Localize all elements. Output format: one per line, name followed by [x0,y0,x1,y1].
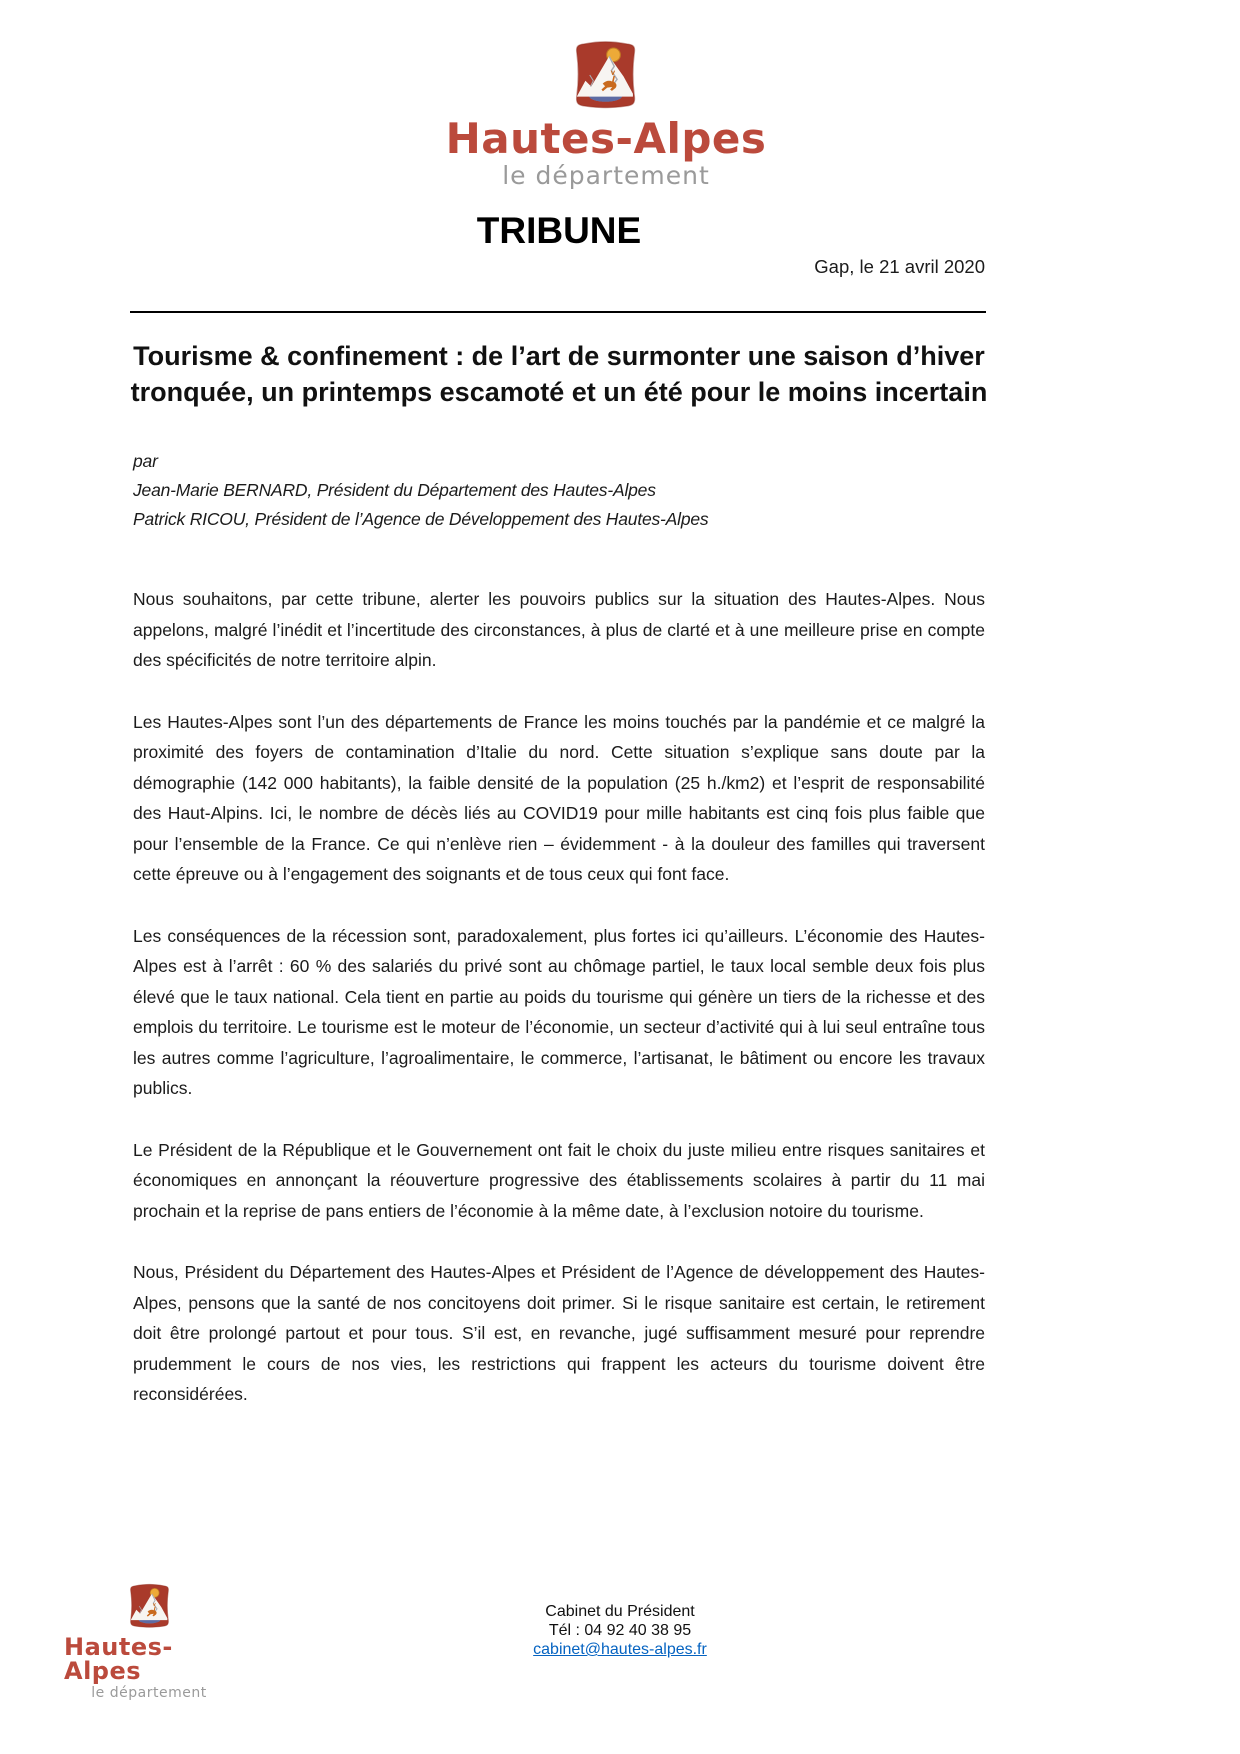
dateline: Gap, le 21 avril 2020 [814,256,985,277]
body-paragraph: Le Président de la République et le Gouvernement ont fait le choix du juste milieu entre risques sanitaires et économiques en annonçant la réouverture progressive des établissements scolaires à partir du 11 mai prochain et la reprise de pans entiers de l’économie à la même date, à l’exclusion notoire du tourisme. [133,1139,985,1221]
hautes-alpes-logo-icon [570,38,642,112]
body-paragraph: Nous souhaitons, par cette tribune, alerter les pouvoirs publics sur la situation des Hautes-Alpes. Nous appelons, malgré l’inédit et l’incertitude des circonstances, à plus de clarté et à une meilleure prise en compte des spécificités de notre territoire alpin. [133,589,985,670]
author-line: Patrick RICOU, Président de l’Agence de Développement des Hautes-Alpes [133,509,709,529]
brand-wordmark: Hautes-Alpes [445,114,767,163]
author-line: Jean-Marie BERNARD, Président du Département des Hautes-Alpes [133,480,656,500]
brand-tagline: le département [91,1685,207,1701]
byline [133,447,985,534]
body-paragraph: Les conséquences de la récession sont, paradoxalement, plus fortes ici qu’ailleurs. L’économie des Hautes-Alpes est à l’arrêt : 60 % des salariés du privé sont au chômage partiel, le taux local semble deux fois plus élevé que le taux national. Cela tient en partie au poids du tourisme qui génère un tiers de la richesse et des emplois du territoire. Le tourisme est le moteur de l’économie, un secteur d’activité qui à lui seul entraîne tous les autres comme l’agriculture, l’agroalimentaire, le commerce, l’artisanat, le bâtiment ou encore les travaux publics. [133,925,985,1098]
body-text [133,584,985,1441]
document-title-line-2: tronquée, un printemps escamoté et un été pour le moins incertain [130,377,988,407]
footer-office: Cabinet du Président [545,1603,695,1620]
doc-type-heading: TRIBUNE [476,210,642,251]
brand-wordmark: Hautes-Alpes [64,1633,173,1685]
footer-email-link[interactable]: cabinet@hautes-alpes.fr [533,1641,707,1658]
footer-contact [0,1602,1240,1659]
body-paragraph: Les Hautes-Alpes sont l’un des départements de France les moins touchés par la pandémie et ce malgré la proximité des foyers de contamination d’Italie du nord. Cette situation s’explique sans doute par la démographie (142 000 habitants), la faible densité de la population (25 h./km2) et l’esprit de responsabilité des Haut-Alpins. Ici, le nombre de décès liés au COVID19 pour mille habitants est cinq fois plus faible que pour l’ensemble de la France. Ce qui n’enlève rien – évidemment - à la douleur des familles qui traversent cette épreuve ou à l’engagement des soignants et de tous ceux qui font face. [133,711,985,884]
header-logo [446,38,767,188]
body-paragraph: Nous, Président du Département des Hautes-Alpes et Président de l’Agence de développement des Hautes-Alpes, pensons que la santé de nos concitoyens doit primer. Si le risque sanitaire est certain, le retirement doit être prolongé partout et pour tous. S’il est, en revanche, jugé suffisamment mesuré pour reprendre prudemment le cours de nos vies, les restrictions qui frappent les acteurs du tourisme doivent être reconsidérées. [133,1262,985,1404]
document-title [120,338,998,410]
document-title-line-1: Tourisme & confinement : de l’art de surmonter une saison d’hiver [133,341,985,371]
divider [130,311,986,313]
byline-prefix: par [133,451,158,471]
footer-phone: Tél : 04 92 40 38 95 [548,1622,692,1639]
brand-tagline: le département [502,161,710,190]
